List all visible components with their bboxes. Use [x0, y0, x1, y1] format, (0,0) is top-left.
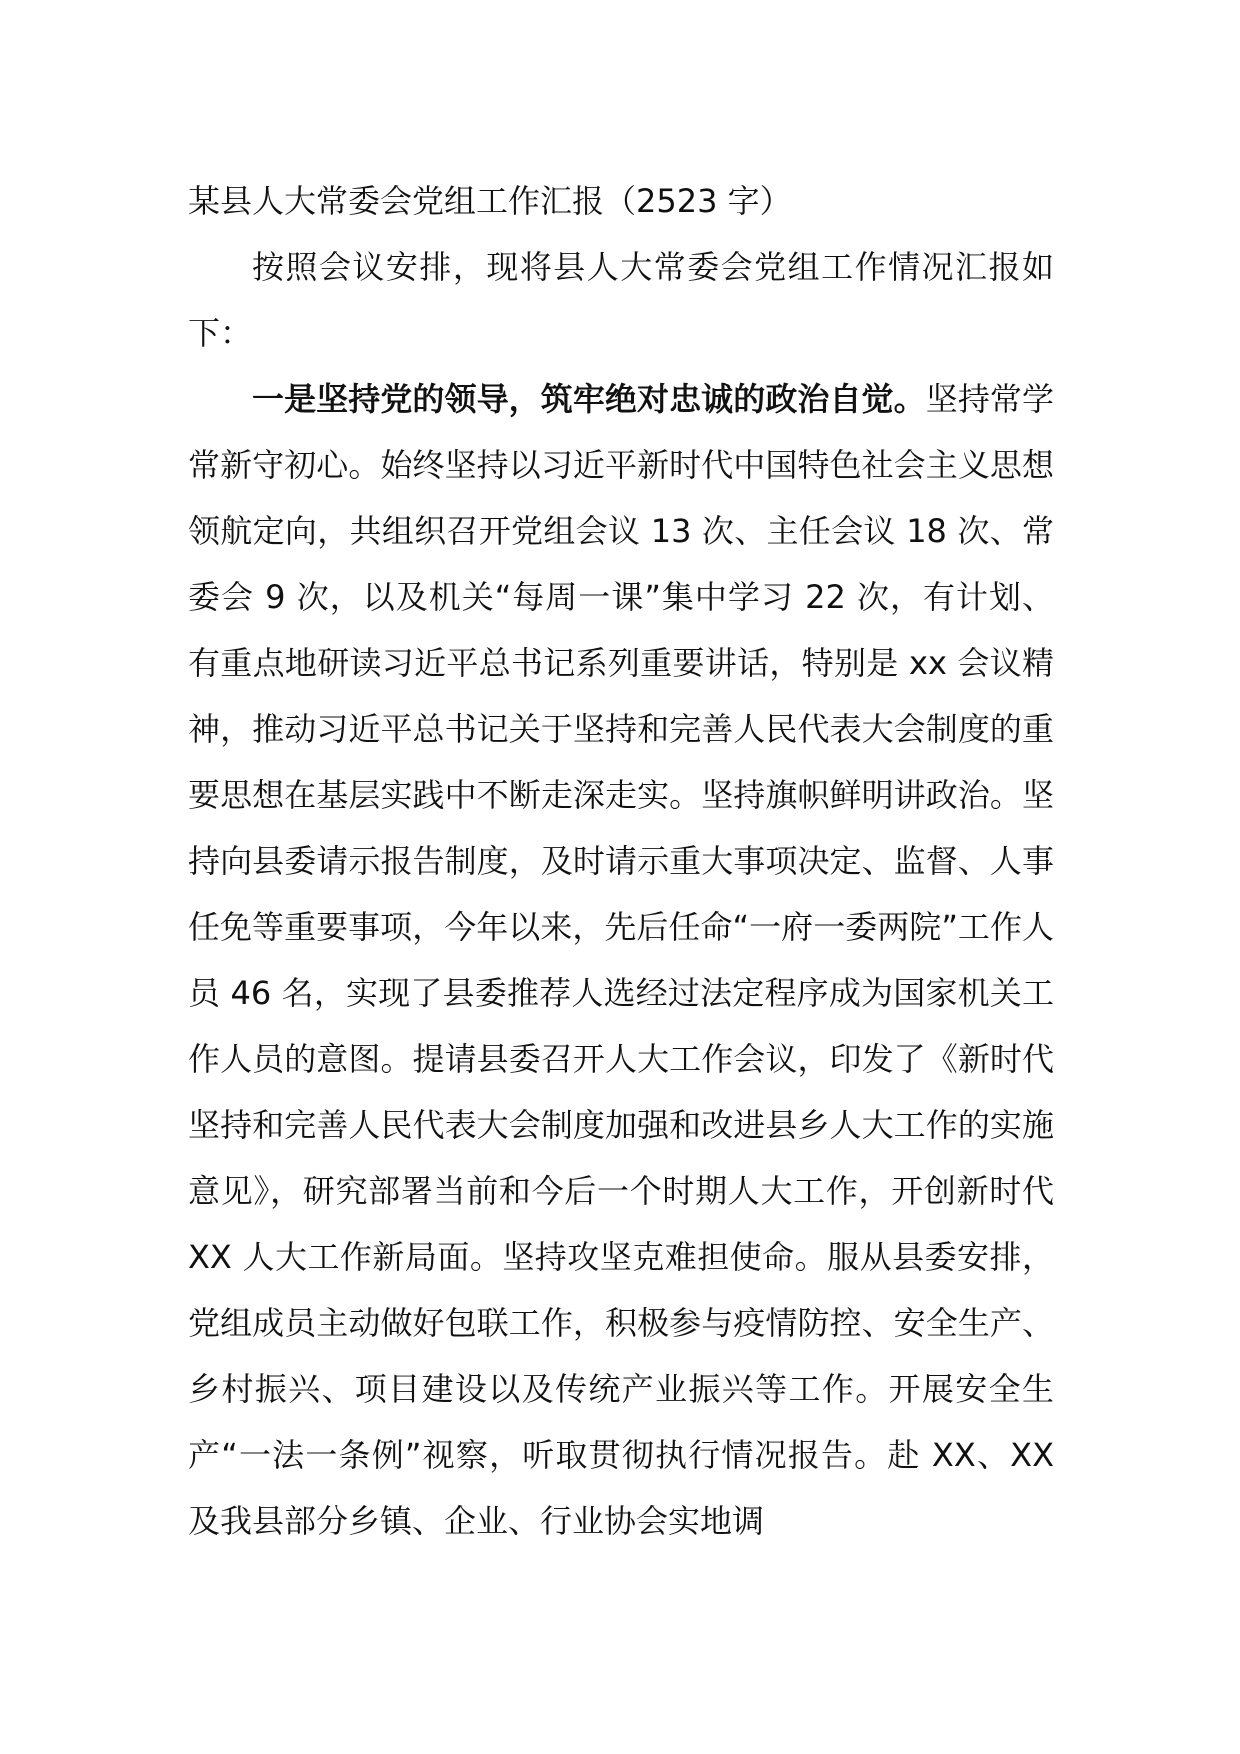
intro-paragraph: 按照会议安排，现将县人大常委会党组工作情况汇报如下： — [188, 248, 1054, 352]
document-title: 某县人大常委会党组工作汇报（2523 字） — [188, 182, 792, 220]
section-body-text: 坚持常学常新守初心。始终坚持以习近平新时代中国特色社会主义思想领航定向，共组织召开党组会议 13 次、主任会议 18 次、常委会 9 次，以及机关“每周一课”集中学习 22 次，有计划、有重点地研读习近平总书记系列重要讲话，特别是 xx 会议精神，推动习近平总书记关于坚持和完善人民代表大会制度的重要思想在基层实践中不断走深走实。坚持旗帜鲜明讲政治。坚持向县委请示报告制度，及时请示重大事项决定、监督、人事任免等重要事项，今年以来，先后任命“一府一委两院”工作人员 46 名，实现了县委推荐人选经过法定程序成为国家机关工作人员的意图。提请县委召开人大工作会议，印发了《新时代坚持和完善人民代表大会制度加强和改进县乡人大工作的实施意见》，研究部署当前和今后一个时期人大工作，开创新时代 XX 人大工作新局面。坚持攻坚克难担使命。服从县委安排，党组成员主动做好包联工作，积极参与疫情防控、安全生产、乡村振兴、项目建设以及传统产业振兴等工作。开展安全生产“一法一条例”视察，听取贯彻执行情况报告。赴 XX、XX 及我县部分乡镇、企业、行业协会实地调 — [188, 380, 1054, 1540]
section-paragraph — [188, 366, 1054, 1554]
document-body — [188, 168, 1054, 1554]
section-heading: 一是坚持党的领导，筑牢绝对忠诚的政治自觉。 — [252, 380, 926, 418]
